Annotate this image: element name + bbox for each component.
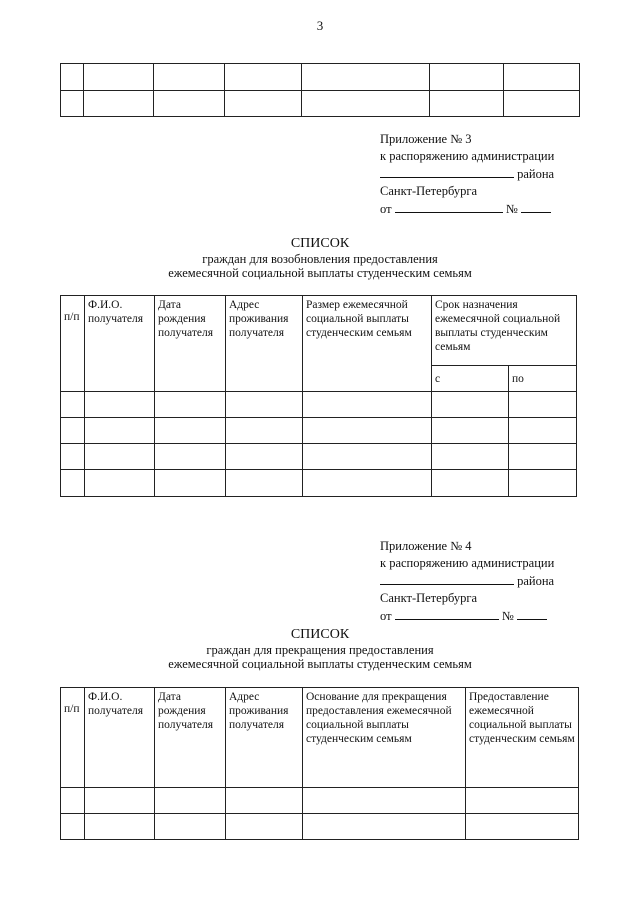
date-blank xyxy=(395,607,499,620)
number-label: № xyxy=(501,609,514,623)
number-blank xyxy=(517,607,547,620)
from-label: от xyxy=(380,609,392,623)
header-from: с xyxy=(432,366,509,392)
header-term: Срок назначения ежемесячной социальной выплаты студенческим семьям xyxy=(432,296,577,366)
number-label: № xyxy=(505,202,518,216)
list-1-subtitle-1: граждан для возобновления предоставления xyxy=(202,252,438,266)
appendix-3-title: Приложение № 3 xyxy=(380,132,472,146)
appendix-3-subtitle: к распоряжению администрации xyxy=(380,149,555,163)
list-1-title: СПИСОК xyxy=(290,236,350,251)
list-2-subtitle-2: ежемесячной социальной выплаты студенческим семьям xyxy=(168,657,472,671)
header-amount: Размер ежемесячной социальной выплаты студенческим семьям xyxy=(303,296,432,392)
list-2-title: СПИСОК xyxy=(290,627,350,642)
list-2-heading xyxy=(0,627,640,671)
appendix-4-header xyxy=(380,538,580,625)
header-basis: Основание для прекращения предоставления ежемесячной социальной выплаты студенческим семьям xyxy=(303,688,466,788)
appendix-4-subtitle: к распоряжению администрации xyxy=(380,556,555,570)
from-label: от xyxy=(380,202,392,216)
table-row xyxy=(61,91,580,117)
appendix-3-header xyxy=(380,131,580,218)
header-row xyxy=(61,296,577,366)
district-suffix: района xyxy=(517,574,555,588)
list-2-subtitle-1: граждан для прекращения предоставления xyxy=(206,643,434,657)
district-blank xyxy=(380,572,514,585)
header-fio: Ф.И.О. получателя xyxy=(85,296,155,392)
header-num: п/п xyxy=(61,296,85,392)
date-blank xyxy=(395,200,503,213)
table-row xyxy=(61,788,579,814)
page-number: 3 xyxy=(316,18,324,33)
list-1-heading xyxy=(0,236,640,280)
list-1-table xyxy=(60,295,577,497)
table-row xyxy=(61,64,580,91)
table-row xyxy=(61,444,577,470)
table-row xyxy=(61,418,577,444)
appendix-3-date-line xyxy=(380,200,580,218)
header-address: Адрес проживания получателя xyxy=(226,296,303,392)
table-row xyxy=(61,814,579,840)
header-row xyxy=(61,688,579,788)
appendix-4-city: Санкт-Петербурга xyxy=(380,591,478,605)
appendix-4-title: Приложение № 4 xyxy=(380,539,472,553)
header-to: по xyxy=(509,366,577,392)
list-1-subtitle-2: ежемесячной социальной выплаты студенческим семьям xyxy=(168,266,472,280)
appendix-4-date-line xyxy=(380,607,580,625)
district-blank xyxy=(380,165,514,178)
header-num: п/п xyxy=(61,688,85,788)
appendix-3-district-line xyxy=(380,165,580,183)
table-row xyxy=(61,470,577,497)
header-provision: Предоставление ежемесячной социальной выплаты студенческим семьям xyxy=(466,688,579,788)
table-row xyxy=(61,392,577,418)
number-blank xyxy=(521,200,551,213)
top-table-fragment xyxy=(60,63,580,117)
header-dob: Дата рождения получателя xyxy=(155,296,226,392)
list-2-table xyxy=(60,687,579,840)
header-address: Адрес проживания получателя xyxy=(226,688,303,788)
header-dob: Дата рождения получателя xyxy=(155,688,226,788)
appendix-3-city: Санкт-Петербурга xyxy=(380,184,478,198)
header-fio: Ф.И.О. получателя xyxy=(85,688,155,788)
appendix-4-district-line xyxy=(380,572,580,590)
district-suffix: района xyxy=(517,167,555,181)
